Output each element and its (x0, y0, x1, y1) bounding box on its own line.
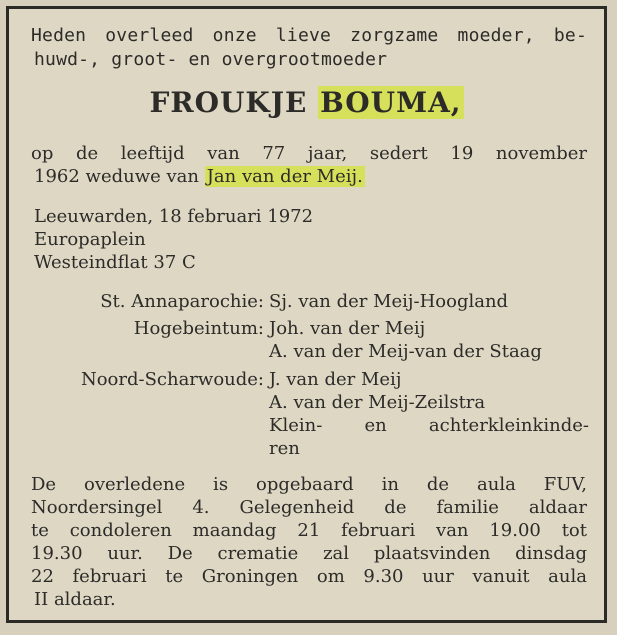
family-member: Klein- en achterkleinkinde- (269, 415, 589, 436)
age-line-1: op de leeftijd van 77 jaar, sedert 19 november (31, 143, 587, 164)
closing-line: De overledene is opgebaard in de aula FUV, (31, 474, 587, 495)
address-line: Westeindflat 37 C (34, 252, 196, 273)
closing-line: 22 februari te Groningen om 9.30 uur vanuit aula (31, 566, 587, 587)
deceased-name (9, 86, 604, 120)
age-line-2-text: 1962 weduwe van (34, 166, 205, 187)
family-member: Joh. van der Meij (269, 318, 426, 339)
closing-line: II aldaar. (34, 589, 116, 610)
deceased-last-name: BOUMA, (320, 86, 462, 119)
family-member: A. van der Meij-Zeilstra (269, 392, 486, 413)
closing-line: 19.30 uur. De crematie zal plaatsvinden dinsdag (31, 543, 587, 564)
address-line: Leeuwarden, 18 februari 1972 (34, 206, 314, 227)
intro-line-2: huwd-, groot- en overgrootmoeder (34, 49, 388, 70)
family-member: J. van der Meij (269, 369, 402, 390)
death-notice (6, 6, 607, 623)
intro-line-1: Heden overleed onze lieve zorgzame moeder, be- (31, 25, 587, 46)
family-member: Sj. van der Meij-Hoogland (269, 291, 509, 312)
age-line-2 (34, 166, 365, 188)
family-place: Noord-Scharwoude: (80, 369, 264, 390)
family-place: Hogebeintum: (133, 318, 264, 339)
family-place: St. Annaparochie: (100, 291, 264, 312)
deceased-first-name: FROUKJE (149, 86, 308, 119)
family-member: A. van der Meij-van der Staag (269, 341, 542, 362)
address-line: Europaplein (34, 229, 146, 250)
closing-line: Noordersingel 4. Gelegenheid de familie aldaar (31, 497, 587, 518)
spouse-name: Jan van der Meij. (206, 166, 363, 187)
closing-line: te condoleren maandag 21 februari van 19.00 tot (31, 520, 587, 541)
family-member: ren (269, 438, 300, 459)
